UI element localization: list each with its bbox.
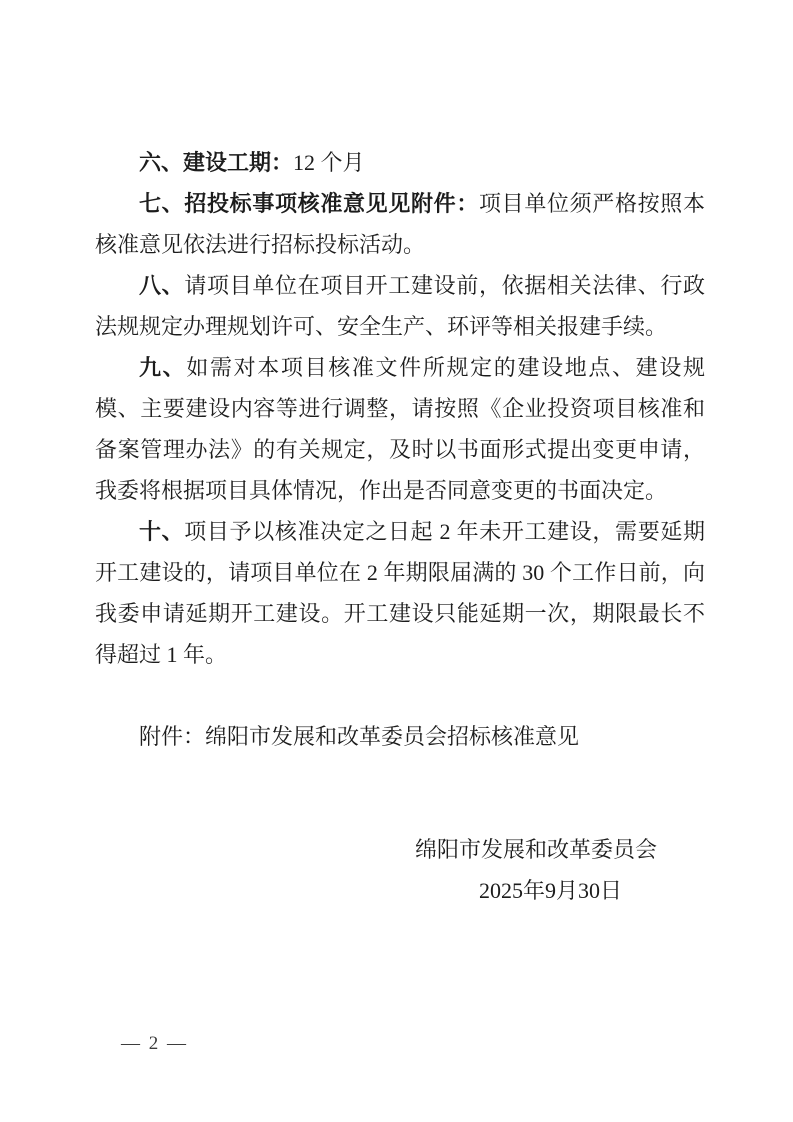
signature-block: [95, 829, 705, 911]
paragraph-clause-10: [95, 511, 705, 675]
clause-6-heading: 六、建设工期：: [139, 150, 294, 175]
clause-8-marker: 八、: [139, 273, 185, 298]
attachment-line: 附件：绵阳市发展和改革委员会招标核准意见: [139, 724, 580, 749]
clause-8-text: 请项目单位在项目开工建设前，依据相关法律、行政法规规定办理规划许可、安全生产、环评等相关报建手续。: [95, 273, 705, 339]
clause-6-text: 12 个月: [293, 150, 365, 175]
page-number: — 2 —: [121, 1033, 188, 1054]
clause-9-marker: 九、: [139, 355, 187, 380]
paragraph-clause-9: [95, 347, 705, 511]
issuing-authority: 绵阳市发展和改革委员会: [414, 837, 657, 862]
paragraph-clause-8: [95, 265, 705, 347]
clause-7-text: 项目单位须严格按照本核准意见依法进行招标投标活动。: [95, 191, 705, 257]
clause-9-text: 如需对本项目核准文件所规定的建设地点、建设规模、主要建设内容等进行调整，请按照《企业投资项目核准和备案管理办法》的有关规定，及时以书面形式提出变更申请，我委将根据项目具体情况，作出是否同意变更的书面决定。: [95, 355, 705, 503]
clause-10-text: 项目予以核准决定之日起 2 年未开工建设，需要延期开工建设的，请项目单位在 2 年期限届满的 30 个工作日前，向我委申请延期开工建设。开工建设只能延期一次，期限最长不得超过 1 年。: [95, 519, 705, 667]
paragraph-clause-6: [95, 142, 705, 183]
issue-date: 2025年9月30日: [478, 878, 622, 903]
clause-7-heading: 七、招投标事项核准意见见附件：: [139, 191, 479, 216]
paragraph-clause-7: [95, 183, 705, 265]
clause-10-marker: 十、: [139, 519, 185, 544]
